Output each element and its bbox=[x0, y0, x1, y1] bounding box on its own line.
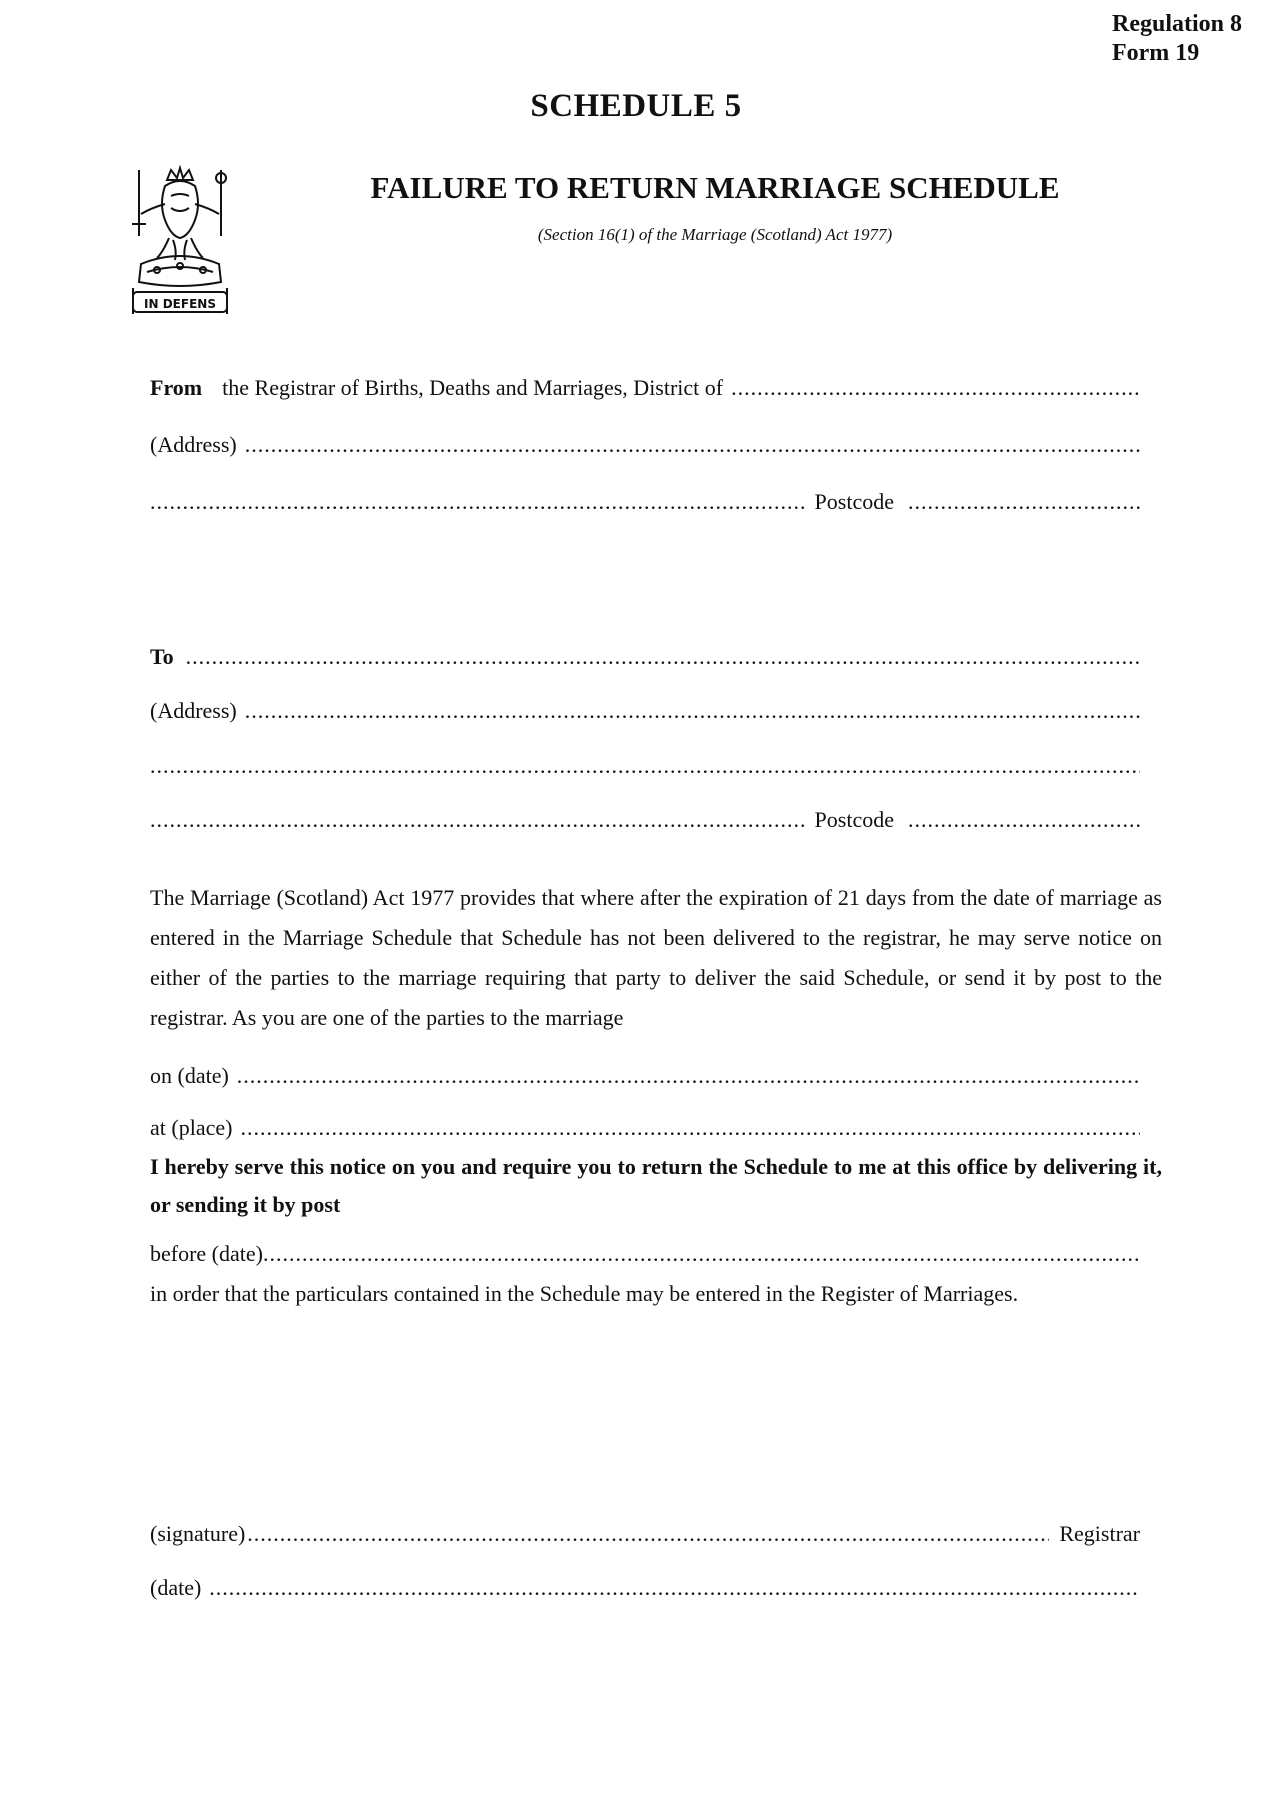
form-subtitle: (Section 16(1) of the Marriage (Scotland) Act 1977) bbox=[537, 225, 893, 244]
to-address-line bbox=[150, 697, 1140, 725]
from-address-line bbox=[150, 431, 1140, 459]
signature-date-label: (date) bbox=[150, 1575, 202, 1600]
to-address-field-2[interactable] bbox=[150, 752, 1140, 780]
at-place-field[interactable] bbox=[240, 1114, 1140, 1142]
signature-date-line bbox=[150, 1574, 1140, 1602]
closing-text: in order that the particulars contained in the Schedule may be entered in the Register of Marriages. bbox=[150, 1281, 1019, 1306]
from-postcode-label: Postcode bbox=[814, 489, 894, 514]
at-place-label: at (place) bbox=[150, 1115, 233, 1140]
notice-paragraph: The Marriage (Scotland) Act 1977 provides that where after the expiration of 21 days from the date of marriage as entered in the Marriage Schedule that Schedule has not been delivered to the registrar, he may serve notice on either of the parties to the marriage requiring that party to deliver the said Schedule, or send it by post to the registrar. As you are one of the parties to the marriage bbox=[150, 885, 1162, 1030]
from-address-label: (Address) bbox=[150, 432, 237, 457]
from-line bbox=[150, 374, 1140, 402]
from-postcode-line bbox=[150, 488, 1140, 516]
to-label: To bbox=[150, 644, 174, 669]
from-address-field[interactable] bbox=[245, 431, 1140, 459]
before-date-field[interactable] bbox=[263, 1240, 1140, 1268]
on-date-label: on (date) bbox=[150, 1063, 229, 1088]
form-title: FAILURE TO RETURN MARRIAGE SCHEDULE bbox=[370, 170, 1060, 205]
on-date-field[interactable] bbox=[237, 1062, 1140, 1090]
to-address-line-2 bbox=[150, 752, 1140, 780]
registrar-label: Registrar bbox=[1059, 1521, 1140, 1546]
schedule-heading: SCHEDULE 5 bbox=[530, 88, 742, 124]
to-postcode-field[interactable] bbox=[908, 806, 1140, 834]
to-address-label: (Address) bbox=[150, 698, 237, 723]
regulation-number: Regulation 8 bbox=[1111, 11, 1242, 37]
on-date-line bbox=[150, 1062, 1140, 1090]
before-date-label: before (date) bbox=[150, 1241, 263, 1266]
from-text: the Registrar of Births, Deaths and Marriages, District of bbox=[222, 375, 724, 400]
form-number: Form 19 bbox=[1111, 40, 1200, 66]
at-place-line bbox=[150, 1114, 1140, 1142]
to-address-field[interactable] bbox=[245, 697, 1140, 725]
to-line bbox=[150, 643, 1140, 671]
to-postcode-label: Postcode bbox=[814, 807, 894, 832]
signature-label: (signature) bbox=[150, 1521, 246, 1546]
signature-field[interactable] bbox=[247, 1520, 1049, 1548]
to-name-field[interactable] bbox=[186, 643, 1140, 671]
from-address-field-2[interactable] bbox=[150, 488, 805, 516]
to-postcode-line bbox=[150, 806, 1140, 834]
royal-crest-icon bbox=[127, 164, 233, 316]
from-postcode-field[interactable] bbox=[908, 488, 1140, 516]
signature-date-field[interactable] bbox=[209, 1574, 1140, 1602]
district-field[interactable] bbox=[731, 374, 1140, 402]
signature-line bbox=[150, 1520, 1140, 1548]
crest-motto: IN DEFENS bbox=[144, 297, 216, 311]
to-address-field-3[interactable] bbox=[150, 806, 805, 834]
regulation-reference bbox=[1112, 10, 1242, 68]
requirement-text: I hereby serve this notice on you and require you to return the Schedule to me at this office by delivering it, or sending it by post bbox=[150, 1154, 1162, 1217]
from-label: From bbox=[150, 375, 203, 400]
before-date-line bbox=[150, 1240, 1140, 1268]
